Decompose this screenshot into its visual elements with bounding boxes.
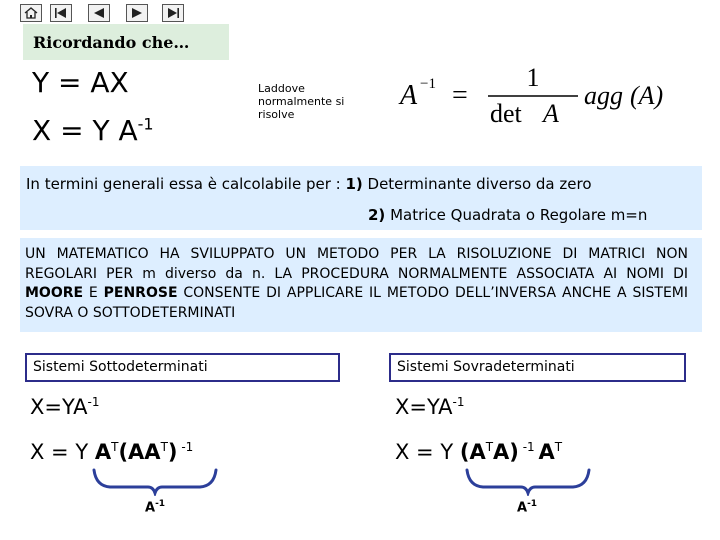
equation-y-ax: Y = AX	[32, 66, 129, 99]
formula-agg: agg	[584, 81, 623, 110]
moore-penrose-paragraph	[25, 245, 688, 323]
paragraph-part-2: CONSENTE DI APPLICARE IL METODO DELL’INVERSA ANCHE A SISTEMI SOVRA O SOTTODETERMINATI	[25, 285, 688, 321]
previous-slide-icon	[89, 5, 109, 21]
left-eq2-prefix: X = Y	[30, 440, 95, 464]
conditions-intro: In termini generali essa è calcolabile per :	[26, 175, 346, 193]
formula-det: det	[490, 99, 522, 128]
name-moore: MOORE	[25, 285, 84, 301]
condition-2-number: 2)	[368, 206, 386, 224]
left-equation-2	[30, 440, 193, 464]
home-button[interactable]	[20, 4, 42, 22]
paragraph-part-1: UN MATEMATICO HA SVILUPPATO UN METODO PER LA RISOLUZIONE DI MATRICI NON REGOLARI PER m diverso da n. LA PROCEDURA NORMALMENTE ASSOCIATA AI NOMI DI	[25, 246, 688, 282]
first-slide-icon	[51, 5, 71, 21]
condition-line-1	[26, 175, 592, 193]
next-slide-button[interactable]	[126, 4, 148, 22]
right-eq1-base: X=YA	[395, 395, 453, 419]
left-eq2-exponent: -1	[177, 440, 194, 454]
next-slide-icon	[127, 5, 147, 21]
formula-agg-arg: (A)	[630, 81, 664, 110]
right-equation-1	[395, 395, 465, 419]
left-eq1-base: X=YA	[30, 395, 88, 419]
left-brace	[90, 466, 220, 496]
left-equation-1	[30, 395, 100, 419]
left-eq2-a: A	[94, 440, 112, 464]
equation-base: X = Y A	[32, 114, 138, 147]
right-eq2-transpose-2: T	[554, 440, 563, 454]
right-brace-exponent: -1	[527, 499, 538, 509]
left-pseudoinverse-label	[145, 499, 165, 515]
right-eq2-transpose-1: T	[485, 440, 494, 454]
equation-x-ya-inverse	[32, 114, 154, 147]
note-text: Laddove normalmente si risolve	[258, 82, 345, 121]
left-eq2-transpose-1: T	[111, 440, 119, 454]
right-eq2-middle: A)	[493, 440, 519, 464]
inverse-formula	[398, 62, 688, 128]
formula-lhs: A	[400, 80, 418, 111]
formula-det-a: A	[543, 99, 559, 128]
equation-exponent: -1	[137, 114, 154, 134]
formula-equals: =	[452, 80, 468, 111]
right-equation-2	[395, 440, 562, 464]
left-brace-label: A	[145, 500, 156, 516]
name-penrose: PENROSE	[103, 285, 178, 301]
formula-numerator: 1	[526, 63, 540, 92]
formula-lhs-exponent: −1	[420, 76, 436, 92]
left-brace-exponent: -1	[155, 499, 166, 509]
last-slide-button[interactable]	[162, 4, 184, 22]
right-eq2-prefix: X = Y	[395, 440, 460, 464]
previous-slide-button[interactable]	[88, 4, 110, 22]
overdetermined-label: Sistemi Sovradeterminati	[389, 353, 686, 382]
left-eq2-close: )	[167, 440, 178, 464]
right-eq2-a: A	[538, 440, 555, 464]
right-eq2-exponent: -1	[518, 440, 539, 454]
left-eq2-transpose-2: T	[160, 440, 168, 454]
underdetermined-label: Sistemi Sottodeterminati	[25, 353, 340, 382]
home-icon	[21, 5, 41, 21]
recall-title: Ricordando che…	[23, 24, 229, 60]
first-slide-button[interactable]	[50, 4, 72, 22]
right-brace	[463, 466, 593, 496]
last-slide-icon	[163, 5, 183, 21]
right-pseudoinverse-label	[517, 499, 537, 515]
condition-1-text: Determinante diverso da zero	[362, 175, 592, 193]
right-brace-label: A	[517, 500, 528, 516]
condition-2-text: Matrice Quadrata o Regolare m=n	[385, 206, 648, 224]
condition-line-2	[368, 206, 647, 224]
left-eq1-exponent: -1	[87, 395, 100, 409]
right-eq2-open: (A	[459, 440, 486, 464]
paragraph-conjunction: E	[83, 285, 104, 301]
left-eq2-middle: (AA	[118, 440, 161, 464]
right-eq1-exponent: -1	[452, 395, 465, 409]
condition-1-number: 1)	[345, 175, 363, 193]
